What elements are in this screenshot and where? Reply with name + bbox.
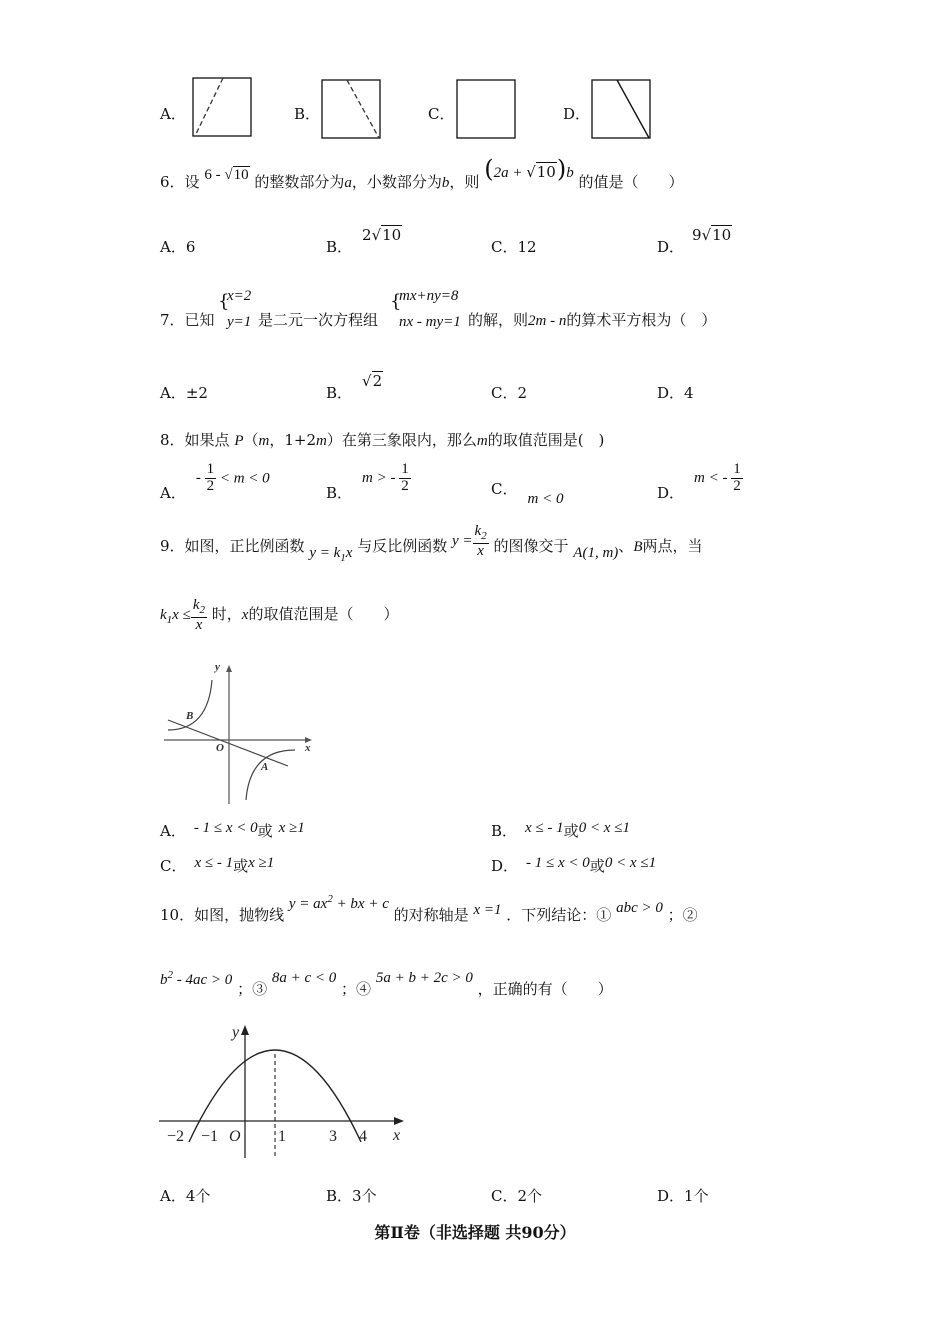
q7-option-c [491,382,527,403]
q6-text-5: 的值是（ ） [578,173,684,191]
q6-text-2: 的整数部分为 [254,173,345,191]
q8-option-a-label: A． [160,484,186,503]
q9-point-a: A(1, m) [573,545,619,562]
q8-option-d-num: 1 [733,461,741,477]
q6-option-d-label: D． [657,238,685,256]
q9-stem-line-2 [160,598,398,633]
q7-text-2: 的解，则 [468,311,529,329]
q10-option-b-label: B． [326,1187,353,1205]
q10-func-rest: + bx + c [332,896,389,912]
q9-func-2 [452,523,489,559]
q8-option-d-den: 2 [733,477,741,494]
q8-option-d [657,461,743,503]
q5-option-c-figure [456,79,518,141]
q9-text-4: 、 [618,537,634,556]
q9-option-b-value-1: x ≤ - 1 [525,820,564,836]
q7-option-c-label: C． [491,384,518,402]
q6-option-c [491,236,537,257]
q6-expr1: 6 - √10 [204,167,249,183]
q8-option-c-value: m < 0 [527,491,564,507]
q9-option-a-value-1: - 1 ≤ x < 0 [193,820,258,836]
q7-text-3: 的算术平方根为（ ） [566,311,717,329]
q9-cond-num-sub: 2 [199,604,205,616]
q8-option-c-label: C． [491,480,518,498]
q10-graph-tick-minus-1: −1 [201,1128,219,1145]
q7-option-b-value: √2 [362,372,383,390]
q10-text-6: ；④ [341,980,372,998]
q10-y-arrow-icon [241,1025,249,1035]
q9-option-b-or: 或 [563,822,579,840]
q8-point-p: P [234,433,244,449]
q6-expr2: (2a + √10)b [484,155,574,183]
q9-func-2-num-sub: 2 [481,530,487,542]
q8-option-a-post: < m < 0 [216,470,270,487]
q10-text-5: ；③ [237,980,268,998]
q8-option-c [491,478,564,507]
q10-conclusion-3: 8a + c < 0 [271,970,337,986]
q8-option-a-pre: - [195,470,205,487]
q6-text-3: ，小数部分为 [351,173,442,191]
q9-option-d-label: D． [491,857,519,875]
q9-option-c-or: 或 [233,857,249,875]
q8-option-b-label: B． [326,484,353,503]
q6-expr1-radicand: 10 [233,167,249,183]
q10-option-d-value: 1个 [684,1187,709,1205]
q8-option-a-num: 1 [206,461,215,477]
q9-option-d-value-2: 0 < x ≤1 [604,855,657,871]
q9-text-3: 的图像交于 [493,537,569,556]
q9-graph-x-label: x [305,742,311,754]
q8-option-a-den: 2 [206,477,215,494]
q6-var-a: a [344,175,352,191]
q8-var-m2: m [316,433,327,449]
q9-graph-point-a-label: A [261,761,269,773]
q8-var-m3: m [476,433,488,449]
q10-graph-tick-1: 1 [278,1128,286,1145]
q7-option-c-value: 2 [517,384,528,402]
q7-option-b [326,372,383,403]
q7-system-2-line-2: nx - my=1 [399,314,461,330]
q6-expr2-a: 2a + [493,165,527,181]
q6-option-b-value: 2√10 [362,226,402,244]
q6-option-d-radicand: 10 [712,226,732,244]
section-title: 第Ⅱ卷（非选择题 共90分） [374,1223,576,1242]
q10-text-7: ，正确的有（ ） [477,980,613,998]
q6-text-4: ，则 [449,173,480,191]
q9-cond-sub: 1 [166,614,173,627]
q10-option-b-value: 3个 [352,1187,377,1205]
q10-x-arrow-icon [394,1117,404,1125]
q7-system-2 [390,283,461,335]
q9-stem-line-1 [160,523,703,565]
q10-option-a-value: 4个 [185,1187,211,1205]
q10-option-c-label: C． [491,1187,518,1205]
q10-option-a-label: A． [160,1187,186,1205]
q8-text-end: 的取值范围是( ) [487,431,605,449]
q5-option-a-label: A． [160,105,186,123]
q7-number: 7．已知 [160,311,215,329]
q7-option-d [657,382,694,403]
q9-func-1-sub: 1 [340,552,346,565]
q9-text-5: 两点，当 [642,537,703,556]
q9-text-6: 时， [211,605,242,624]
q6-var-b: b [441,175,450,191]
q9-option-c-label: C． [160,857,187,875]
q5-option-b-label: B． [294,105,321,123]
q6-option-c-value: 12 [517,238,537,256]
q9-option-c [160,855,274,876]
q7-system-1-line-1: x=2 [227,288,252,304]
q10-graph-x-label: x [393,1127,401,1144]
q8-option-d-pre: m < - [694,470,732,487]
q10-conclusion-4: 5a + b + 2c > 0 [375,970,473,986]
q7-option-a-label: A． [160,384,186,402]
q8-text-pre: 8．如果点 [160,431,235,449]
q9-func-1 [309,545,353,565]
q8-option-d-label: D． [657,484,685,503]
q10-conclusion-2 [160,969,233,988]
q6-option-c-label: C． [491,238,518,256]
q10-func-main: y = ax [288,896,328,912]
q10-option-d-label: D． [657,1187,685,1205]
q6-option-a-label: A． [160,238,186,256]
q6-option-b-radicand: 10 [382,226,402,244]
q6-option-a [160,236,195,257]
q7-option-b-label: B． [326,384,353,402]
q10-func [288,893,389,912]
q7-brace-2: { [390,291,402,312]
q9-option-b-value-2: 0 < x ≤1 [578,820,630,836]
q10-graph-y-label: y [232,1024,240,1041]
q8-option-b-pre: m > - [362,470,400,487]
q9-option-a-value-2: x ≥1 [278,820,305,836]
q8-option-d-frac [731,462,743,495]
q9-func-1-main: y = k [309,545,341,562]
q9-option-a-label: A． [160,822,186,840]
q10-option-d [657,1185,709,1206]
q7-option-d-label: D． [657,384,685,402]
q10-graph-tick-minus-2: −2 [167,1128,185,1145]
q9-graph [160,658,320,808]
q5-option-d-figure [591,79,653,141]
q10-conclusion-1: abc > 0 [616,900,663,916]
q10-text-4: ；② [667,906,698,924]
q9-option-a-or: 或 [257,822,273,840]
q10-option-c [491,1185,542,1206]
q6-option-d [657,226,732,257]
q9-graph-y-label: y [215,661,220,673]
q9-option-d [491,855,656,876]
q9-func-1-x: x [345,545,353,562]
q6-expr2-radicand: 10 [536,163,556,181]
q9-text-7: 的取值范围是（ ） [248,605,399,624]
q6-option-d-coef: 9 [692,226,702,244]
q6-expr2-b: b [566,165,574,181]
q10-graph [155,1018,410,1163]
q9-condition [160,597,207,633]
q9-option-b-label: B． [491,822,518,840]
q9-y-arrow-icon [226,665,232,672]
q8-option-b-den: 2 [401,477,409,494]
q6-expr1-a: 6 - [204,167,225,183]
q8-var-m: m [258,433,270,449]
q8-option-b-num: 1 [401,461,409,477]
q10-c2-rest: - 4ac > 0 [173,972,233,988]
q6-number: 6． [160,173,185,191]
q7-option-a-value: ±2 [185,384,208,402]
q9-cond-x: x ≤ [172,607,191,624]
q9-func-2-den: x [477,542,484,559]
q9-func-2-num: k [474,523,482,539]
q10-option-a [160,1185,210,1206]
q8-paren: （ [243,431,259,449]
q7-brace-1: { [218,291,230,312]
q9-option-b [491,820,630,841]
q8-stem [160,429,604,450]
q9-cond-k: k [160,607,167,624]
q5-option-c-label: C． [428,105,455,123]
q7-option-d-value: 4 [684,384,694,402]
q10-option-c-value: 2个 [517,1187,543,1205]
q10-option-b [326,1185,377,1206]
q10-text-3: ．下列结论：① [506,906,612,924]
q5-option-a-figure [192,77,254,139]
q9-cond-frac [191,598,207,633]
q9-option-c-value-2: x ≥1 [248,855,275,871]
q9-point-b: B [633,539,643,556]
q9-func-2-y: y = [452,533,473,550]
q9-text-2: 与反比例函数 [357,537,448,556]
q8-option-b [326,461,411,503]
q7-text-1: 是二元一次方程组 [258,311,379,329]
q6-text-1: 设 [184,173,200,191]
q6-option-d-value: 9√10 [692,226,732,244]
q10-c2-sup: 2 [167,969,173,981]
q10-graph-tick-4: 4 [359,1128,367,1145]
q9-text-1: 9．如图，正比例函数 [160,537,305,556]
q7-system-1 [218,283,251,335]
q5-option-b-figure [321,79,383,141]
q9-option-a [160,820,305,841]
q7-option-b-radicand: 2 [372,372,383,390]
q5-option-d-label: D． [563,105,591,123]
q9-option-c-value-1: x ≤ - 1 [194,855,234,871]
q6-option-b-label: B． [326,238,353,256]
q6-option-a-value: 6 [185,238,196,256]
q7-system-1-line-2: y=1 [227,314,252,330]
q6-stem [160,155,684,193]
q9-func-2-frac [473,524,489,559]
q9-option-d-or: 或 [589,857,605,875]
q9-option-d-value-1: - 1 ≤ x < 0 [526,855,590,871]
q10-text-2: 的对称轴是 [393,906,469,924]
q10-func-sup: 2 [327,893,333,905]
q8-option-a-frac [205,462,217,495]
q7-expr: 2m - n [528,313,567,329]
q9-hyperbola-right [246,750,295,800]
q6-option-b [326,226,402,257]
q10-c2-b: b [160,972,168,988]
q7-option-a [160,382,208,403]
q7-system-2-line-1: mx+ny=8 [399,288,459,304]
q8-text-post: ）在第三象限内，那么 [326,431,477,449]
q7-text-rest [468,309,716,330]
q10-text-1: 10．如图，抛物线 [160,906,285,924]
q9-var-x: x [241,607,249,624]
q8-option-a [160,461,270,503]
q10-graph-origin-label: O [229,1128,241,1145]
q10-axis: x =1 [473,902,502,918]
q10-stem-line-1 [160,893,698,925]
q10-stem-line-2 [160,969,613,999]
q9-cond-den: x [195,616,203,633]
q9-cond-num: k [192,597,200,613]
q8-text-mid: ，1+2 [269,431,316,449]
q10-graph-tick-3: 3 [329,1128,337,1145]
q9-graph-origin-label: O [216,742,224,754]
q8-option-b-frac [399,462,411,495]
q9-graph-point-b-label: B [186,710,194,722]
q6-option-b-coef: 2 [362,226,372,244]
